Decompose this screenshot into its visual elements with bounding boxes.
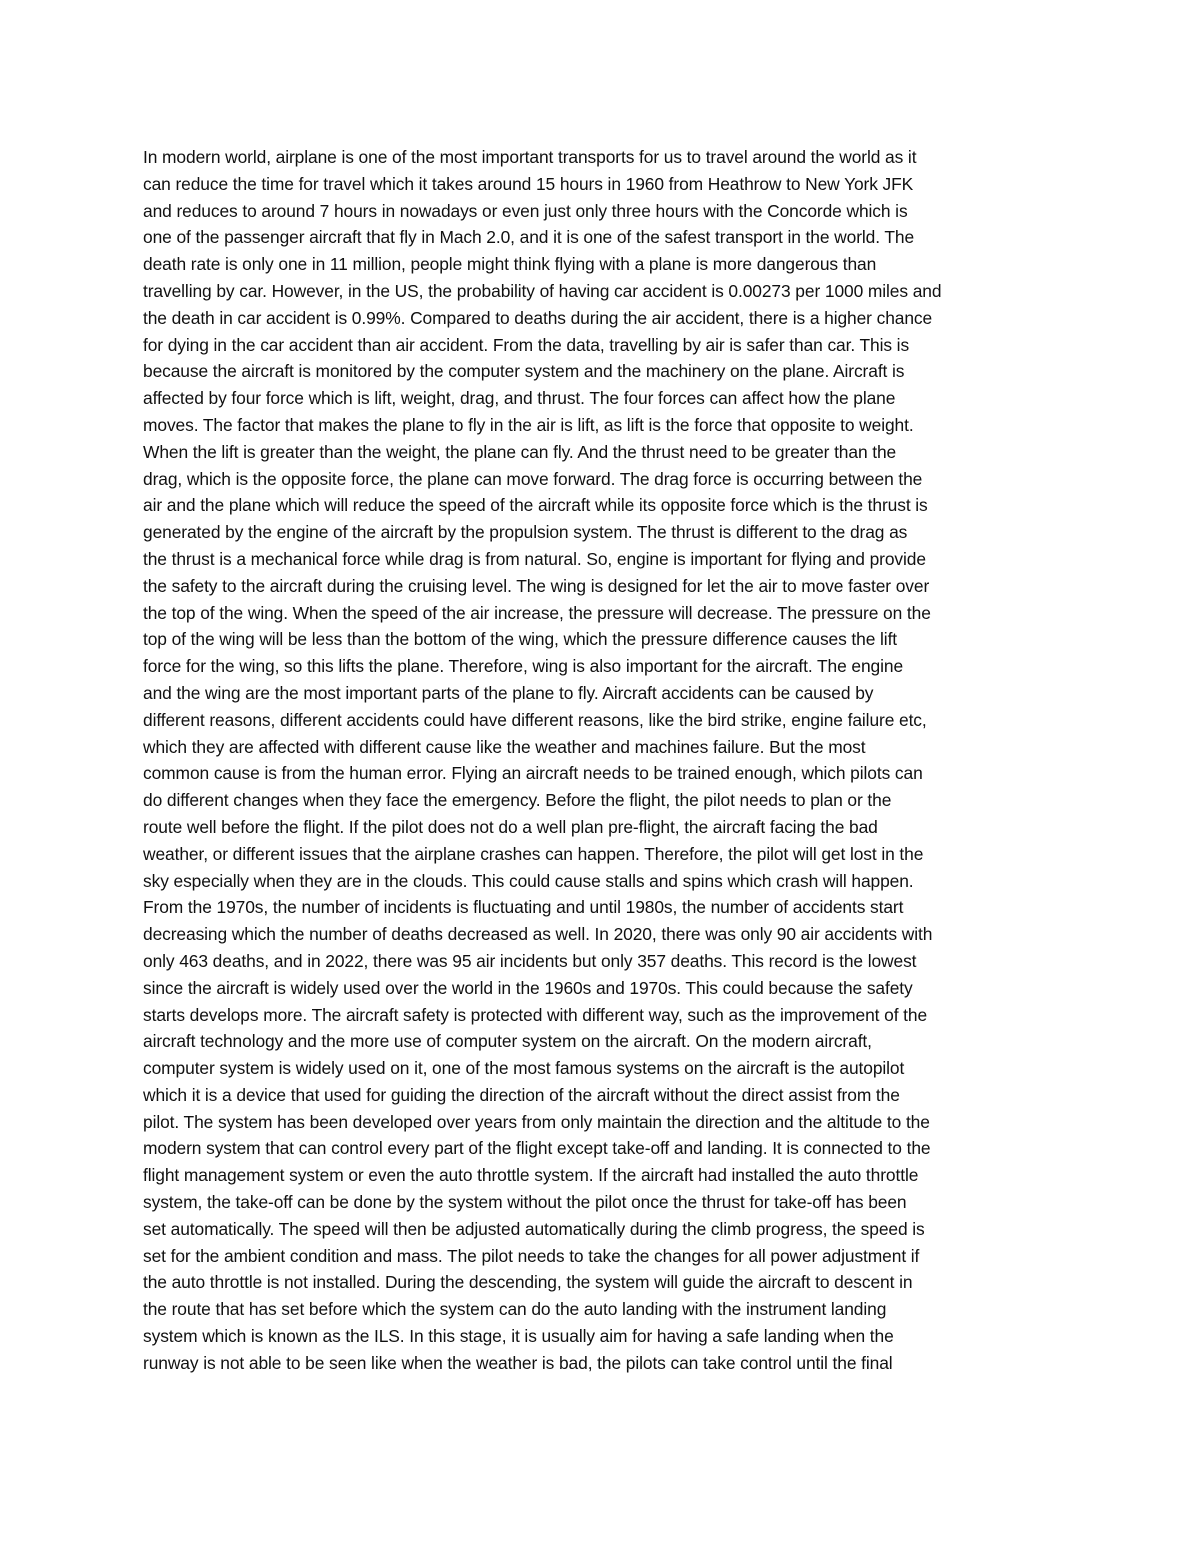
text-line: travelling by car. However, in the US, the probability of having car accident is 0.00273 per 1000 miles and [143, 280, 942, 301]
text-line: set automatically. The speed will then be adjusted automatically during the climb progress, the speed is [143, 1218, 925, 1239]
text-line: moves. The factor that makes the plane to fly in the air is lift, as lift is the force that opposite to weight. [143, 414, 914, 435]
text-line: which it is a device that used for guiding the direction of the aircraft without the direct assist from the [143, 1084, 900, 1105]
text-line: top of the wing will be less than the bottom of the wing, which the pressure difference causes the lift [143, 629, 898, 650]
text-line: the top of the wing. When the speed of the air increase, the pressure will decrease. The pressure on the [143, 602, 931, 623]
text-line: When the lift is greater than the weight, the plane can fly. And the thrust need to be greater than the [143, 441, 897, 462]
text-line: set for the ambient condition and mass. The pilot needs to take the changes for all power adjustment if [143, 1245, 920, 1266]
text-line: system, the take-off can be done by the system without the pilot once the thrust for take-off has been [143, 1192, 907, 1213]
text-line: flight management system or even the auto throttle system. If the aircraft had installed the auto throttle [143, 1165, 919, 1186]
text-line: death rate is only one in 11 million, people might think flying with a plane is more dangerous than [143, 254, 877, 275]
text-line: the thrust is a mechanical force while drag is from natural. So, engine is important for flying and provide [143, 548, 926, 569]
text-line: the route that has set before which the system can do the auto landing with the instrument landing [143, 1299, 887, 1320]
text-line: decreasing which the number of deaths decreased as well. In 2020, there was only 90 air accidents with [143, 924, 933, 945]
text-line: and reduces to around 7 hours in nowadays or even just only three hours with the Concorde which is [143, 200, 908, 221]
text-line: different reasons, different accidents could have different reasons, like the bird strike, engine failure etc, [143, 709, 927, 730]
text-line: which they are affected with different cause like the weather and machines failure. But the most [143, 736, 866, 757]
text-line: only 463 deaths, and in 2022, there was 95 air incidents but only 357 deaths. This record is the lowest [143, 950, 917, 971]
text-line: because the aircraft is monitored by the computer system and the machinery on the plane. Aircraft is [143, 361, 905, 382]
text-line: modern system that can control every part of the flight except take-off and landing. It is connected to the [143, 1138, 931, 1159]
text-line: runway is not able to be seen like when the weather is bad, the pilots can take control until the final [143, 1352, 893, 1373]
text-line: drag, which is the opposite force, the plane can move forward. The drag force is occurring between the [143, 468, 923, 489]
text-line: the safety to the aircraft during the cruising level. The wing is designed for let the air to move faster over [143, 575, 930, 596]
text-line: and the wing are the most important parts of the plane to fly. Aircraft accidents can be caused by [143, 682, 874, 703]
text-line: air and the plane which will reduce the speed of the aircraft while its opposite force which is the thrust is [143, 495, 928, 516]
text-line: one of the passenger aircraft that fly in Mach 2.0, and it is one of the safest transport in the world. The [143, 227, 915, 248]
text-line: generated by the engine of the aircraft by the propulsion system. The thrust is different to the drag as [143, 522, 908, 543]
text-line: since the aircraft is widely used over the world in the 1960s and 1970s. This could because the safety [143, 977, 913, 998]
text-line: computer system is widely used on it, one of the most famous systems on the aircraft is the autopilot [143, 1058, 905, 1079]
text-line: force for the wing, so this lifts the plane. Therefore, wing is also important for the aircraft. The engine [143, 656, 904, 677]
text-line: the death in car accident is 0.99%. Compared to deaths during the air accident, there is a higher chance [143, 307, 933, 328]
text-line: starts develops more. The aircraft safety is protected with different way, such as the improvement of the [143, 1004, 928, 1025]
text-line: the auto throttle is not installed. During the descending, the system will guide the aircraft to descent in [143, 1272, 913, 1293]
text-line: From the 1970s, the number of incidents is fluctuating and until 1980s, the number of accidents start [143, 897, 904, 918]
text-line: weather, or different issues that the airplane crashes can happen. Therefore, the pilot will get lost in the [143, 843, 924, 864]
text-line: In modern world, airplane is one of the most important transports for us to travel around the world as it [143, 147, 917, 167]
text-line: common cause is from the human error. Flying an aircraft needs to be trained enough, which pilots can [143, 763, 923, 784]
text-line: sky especially when they are in the clouds. This could cause stalls and spins which crash will happen. [143, 870, 914, 891]
body-paragraph [143, 144, 1063, 1377]
text-line: aircraft technology and the more use of computer system on the aircraft. On the modern aircraft, [143, 1031, 872, 1052]
text-line: for dying in the car accident than air accident. From the data, travelling by air is safer than car. This is [143, 334, 910, 355]
text-line: affected by four force which is lift, weight, drag, and thrust. The four forces can affect how the plane [143, 388, 896, 409]
text-line: do different changes when they face the emergency. Before the flight, the pilot needs to plan or the [143, 790, 892, 811]
text-line: can reduce the time for travel which it takes around 15 hours in 1960 from Heathrow to New York JFK [143, 173, 914, 194]
text-line: route well before the flight. If the pilot does not do a well plan pre-flight, the aircraft facing the bad [143, 816, 878, 837]
text-line: pilot. The system has been developed over years from only maintain the direction and the altitude to the [143, 1111, 930, 1132]
text-line: system which is known as the ILS. In this stage, it is usually aim for having a safe landing when the [143, 1326, 894, 1347]
